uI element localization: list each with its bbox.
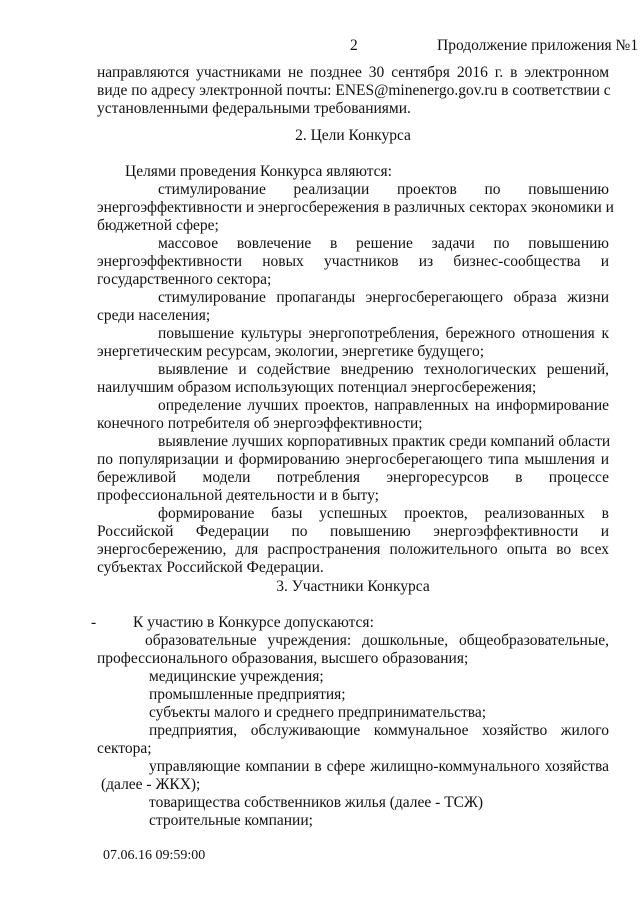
section-2-heading: 2. Цели Конкурса xyxy=(295,127,411,144)
section-3-line: промышленные предприятия; xyxy=(149,686,346,703)
section-2-line: Российской Федерации по повышению энергоэффективности и xyxy=(97,523,609,540)
page-number: 2 xyxy=(350,37,358,54)
section-2-line: выявление лучших корпоративных практик среди компаний области xyxy=(158,433,611,450)
margin-dash-mark: - xyxy=(91,614,97,631)
section-3-line: управляющие компании в сфере жилищно-коммунального хозяйства xyxy=(149,758,609,775)
section-2-line: энергосбережению, для распространения положительного опыта во всех xyxy=(97,541,609,558)
section-2-line: выявление и содействие внедрению технологических решений, xyxy=(158,361,609,378)
section-2-line: бюджетной сфере; xyxy=(97,217,219,234)
section-2-line: энергоэффективности новых участников из бизнес-сообщества и xyxy=(97,253,609,270)
section-2-line: стимулирование пропаганды энергосберегающего образа жизни xyxy=(158,289,609,306)
section-3-heading: 3. Участники Конкурса xyxy=(276,578,430,595)
section-2-line: среди населения; xyxy=(97,307,211,324)
section-2-line: энергоэффективности и энергосбережения в различных секторах экономики и xyxy=(97,199,614,216)
section-2-line: стимулирование реализации проектов по повышению xyxy=(158,181,609,198)
section-3-line: субъекты малого и среднего предпринимательства; xyxy=(149,704,487,721)
section-3-line: строительные компании; xyxy=(149,812,313,829)
section-2-line: конечного потребителя об энергоэффективности; xyxy=(97,415,423,432)
intro-line: установленными федеральными требованиями. xyxy=(97,100,411,117)
section-2-line: субъектах Российской Федерации. xyxy=(97,559,324,576)
section-2-line: Целями проведения Конкурса являются: xyxy=(125,163,392,180)
section-3-line: К участию в Конкурсе допускаются: xyxy=(133,614,374,631)
section-2-line: энергетическим ресурсам, экологии, энергетике будущего; xyxy=(97,343,485,360)
section-2-line: бережливой модели потребления энергоресурсов в процессе xyxy=(97,469,609,486)
section-3-line: медицинские учреждения; xyxy=(149,668,324,685)
section-3-line: предприятия, обслуживающие коммунальное хозяйство жилого xyxy=(149,722,609,739)
section-2-line: формирование базы успешных проектов, реализованных в xyxy=(158,505,609,522)
section-2-line: повышение культуры энергопотребления, бережного отношения к xyxy=(158,325,609,342)
intro-line: направляются участниками не позднее 30 сентября 2016 г. в электронном xyxy=(97,64,609,81)
section-3-line: профессионального образования, высшего образования; xyxy=(97,650,469,667)
section-3-line: сектора; xyxy=(97,740,152,757)
section-3-line: товарищества собственников жилья (далее - ТСЖ) xyxy=(149,794,484,811)
section-2-line: наилучшим образом использующих потенциал энергосбережения; xyxy=(97,379,537,396)
footer-timestamp: 07.06.16 09:59:00 xyxy=(103,848,206,863)
section-2-line: массовое вовлечение в решение задачи по повышению xyxy=(158,235,609,252)
continuation-note: Продолжение приложения №1 xyxy=(437,37,639,54)
section-2-line: профессиональной деятельности и в быту; xyxy=(97,487,379,504)
section-2-line: по популяризации и формированию энергосберегающего типа мышления и xyxy=(97,451,609,468)
section-3-line: образовательные учреждения: дошкольные, общеобразовательные, xyxy=(145,632,609,649)
section-3-line: (далее - ЖКХ); xyxy=(101,776,201,793)
intro-line: виде по адресу электронной почты: ENES@minenergo.gov.ru в соответствии с xyxy=(97,82,611,99)
section-2-line: определение лучших проектов, направленных на информирование xyxy=(158,397,609,414)
section-2-line: государственного сектора; xyxy=(97,271,272,288)
